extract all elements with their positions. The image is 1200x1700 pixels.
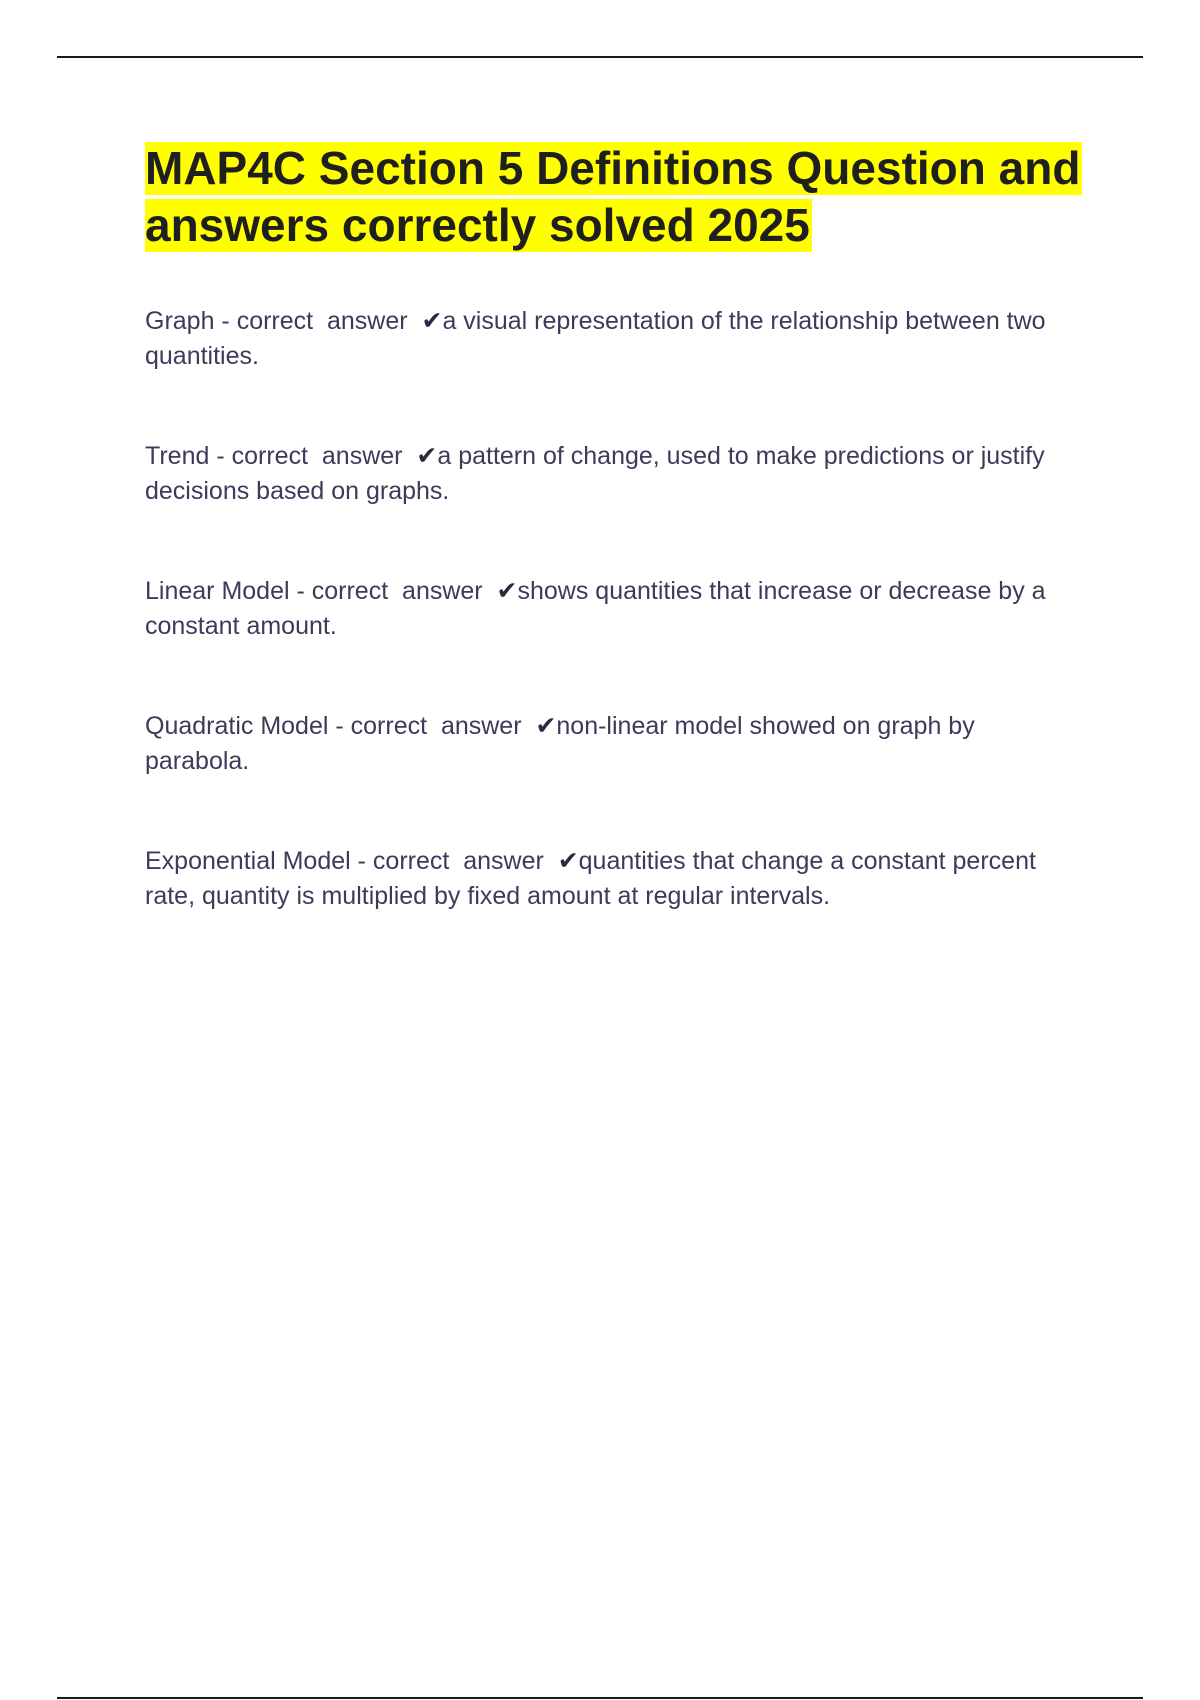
entry-term: Graph [145,307,215,335]
entry-definition: shows quantities that increase or decrease by a constant amount. [145,577,1053,640]
definitions-list [145,304,1085,979]
entry-term: Exponential Model [145,847,351,875]
bottom-rule [57,1697,1143,1699]
entry-definition: quantities that change a constant percent rate, quantity is multiplied by fixed amount at regular intervals. [145,847,1043,910]
checkmark-icon: ✔ [557,847,579,875]
checkmark-icon: ✔ [421,307,443,335]
entry-definition: a visual representation of the relationship between two quantities. [145,307,1053,370]
document-title [145,140,1105,254]
definition-entry-trend [145,439,1085,509]
entry-separator: - correct answer [209,442,417,470]
definition-entry-quadratic-model [145,709,1085,779]
top-rule [57,56,1143,58]
entry-definition: non-linear model showed on graph by parabola. [145,712,982,775]
checkmark-icon: ✔ [496,577,518,605]
entry-term: Linear Model [145,577,290,605]
entry-term: Quadratic Model [145,712,329,740]
entry-separator: - correct answer [289,577,497,605]
checkmark-icon: ✔ [535,712,557,740]
definition-entry-exponential-model [145,844,1085,914]
entry-separator: - correct answer [214,307,422,335]
entry-definition: a pattern of change, used to make predictions or justify decisions based on graphs. [145,442,1052,505]
entry-term: Trend [145,442,210,470]
definition-entry-linear-model [145,574,1085,644]
title-highlight: MAP4C Section 5 Definitions Question and answers correctly solved 2025 [145,142,1081,251]
entry-separator: - correct answer [350,847,558,875]
checkmark-icon: ✔ [416,442,438,470]
entry-separator: - correct answer [328,712,536,740]
definition-entry-graph [145,304,1085,374]
